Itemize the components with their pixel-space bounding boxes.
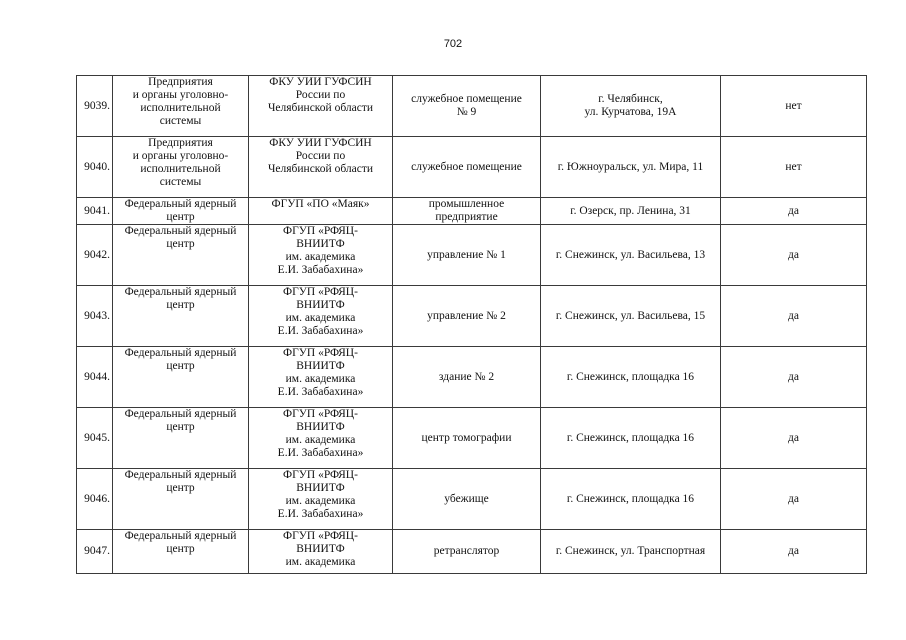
address-line: г. Снежинск, площадка 16 xyxy=(566,492,695,505)
address-cell xyxy=(541,286,721,347)
organization-cell xyxy=(249,408,393,469)
category-line: Федеральный ядерный xyxy=(124,286,237,298)
object-cell xyxy=(393,225,541,286)
row-number-cell: 9045. xyxy=(77,408,113,469)
organization-line: ФГУП «РФЯЦ- xyxy=(283,225,358,237)
category-line: и органы уголовно- xyxy=(132,89,229,101)
table-row xyxy=(77,137,867,198)
object-cell xyxy=(393,530,541,574)
address-cell xyxy=(541,469,721,530)
object-cell xyxy=(393,347,541,408)
organization-line: Е.И. Забабахина» xyxy=(277,508,364,520)
organization-line: ФГУП «РФЯЦ- xyxy=(283,347,358,359)
organization-line: им. академика xyxy=(285,373,356,385)
organization-cell xyxy=(249,137,393,198)
category-line: системы xyxy=(159,176,202,188)
address-line: г. Снежинск, площадка 16 xyxy=(566,370,695,383)
address-cell xyxy=(541,347,721,408)
address-cell xyxy=(541,408,721,469)
flag-cell: да xyxy=(721,225,867,286)
row-number-cell: 9040. xyxy=(77,137,113,198)
address-line: г. Снежинск, ул. Транспортная xyxy=(555,545,706,557)
category-cell xyxy=(113,198,249,225)
organization-line: ФГУП «ПО «Маяк» xyxy=(271,198,370,210)
organization-line: им. академика xyxy=(285,495,356,507)
organization-line: им. академика xyxy=(285,556,356,568)
category-line: центр xyxy=(166,482,195,494)
object-line: ретранслятор xyxy=(433,545,500,557)
row-number-cell: 9043. xyxy=(77,286,113,347)
object-cell xyxy=(393,137,541,198)
page-number: 702 xyxy=(443,38,463,50)
organization-cell xyxy=(249,530,393,574)
row-number-cell: 9044. xyxy=(77,347,113,408)
category-line: Федеральный ядерный xyxy=(124,408,237,420)
flag-cell: нет xyxy=(721,137,867,198)
category-line: центр xyxy=(166,299,195,311)
category-cell xyxy=(113,408,249,469)
organization-line: ВНИИТФ xyxy=(296,299,345,311)
address-cell xyxy=(541,137,721,198)
table-row xyxy=(77,286,867,347)
organization-line: ФГУП «РФЯЦ- xyxy=(283,530,358,542)
flag-cell: да xyxy=(721,469,867,530)
organization-cell xyxy=(249,225,393,286)
organization-cell xyxy=(249,286,393,347)
object-line: служебное помещение xyxy=(411,160,522,173)
category-cell xyxy=(113,76,249,137)
row-number-cell: 9046. xyxy=(77,469,113,530)
organization-line: им. академика xyxy=(285,312,356,324)
category-line: центр xyxy=(166,211,195,223)
table-row xyxy=(77,408,867,469)
organization-line: ВНИИТФ xyxy=(296,543,345,555)
organization-line: ВНИИТФ xyxy=(296,421,345,433)
category-line: Федеральный ядерный xyxy=(124,225,237,237)
table-row xyxy=(77,198,867,225)
object-line: управление № 1 xyxy=(427,248,506,261)
category-cell xyxy=(113,286,249,347)
address-line: г. Снежинск, ул. Васильева, 15 xyxy=(555,309,706,322)
object-cell xyxy=(393,408,541,469)
category-cell xyxy=(113,225,249,286)
address-cell xyxy=(541,225,721,286)
category-cell xyxy=(113,530,249,574)
category-line: Предприятия xyxy=(148,137,213,149)
table-row xyxy=(77,530,867,574)
category-line: системы xyxy=(159,115,202,127)
organization-line: ФГУП «РФЯЦ- xyxy=(283,408,358,420)
registry-table-body xyxy=(77,76,867,574)
object-line: здание № 2 xyxy=(438,370,495,383)
address-line: г. Снежинск, ул. Васильева, 13 xyxy=(555,248,706,261)
category-cell xyxy=(113,347,249,408)
organization-line: ВНИИТФ xyxy=(296,482,345,494)
organization-line: им. академика xyxy=(285,251,356,263)
organization-cell xyxy=(249,198,393,225)
organization-line: Е.И. Забабахина» xyxy=(277,386,364,398)
object-line: убежище xyxy=(444,492,489,505)
registry-table xyxy=(76,75,867,574)
table-row xyxy=(77,76,867,137)
organization-cell xyxy=(249,76,393,137)
category-line: центр xyxy=(166,543,195,555)
object-line: № 9 xyxy=(456,106,477,118)
category-line: Федеральный ядерный xyxy=(124,198,237,210)
object-line: промышленное xyxy=(428,198,505,210)
address-line: г. Южноуральск, ул. Мира, 11 xyxy=(557,160,704,173)
organization-cell xyxy=(249,469,393,530)
category-line: исполнительной xyxy=(140,102,221,114)
organization-line: России по xyxy=(295,89,346,101)
category-line: Предприятия xyxy=(148,76,213,88)
category-line: Федеральный ядерный xyxy=(124,469,237,481)
organization-line: ФГУП «РФЯЦ- xyxy=(283,286,358,298)
address-line: г. Озерск, пр. Ленина, 31 xyxy=(570,204,691,217)
object-line: управление № 2 xyxy=(427,309,506,322)
address-line: г. Челябинск, xyxy=(598,93,663,105)
category-cell xyxy=(113,469,249,530)
category-line: и органы уголовно- xyxy=(132,150,229,162)
organization-line: ФКУ УИИ ГУФСИН xyxy=(269,76,372,88)
address-line: г. Снежинск, площадка 16 xyxy=(566,431,695,444)
organization-line: Е.И. Забабахина» xyxy=(277,325,364,337)
organization-line: России по xyxy=(295,150,346,162)
address-cell xyxy=(541,76,721,137)
row-number-cell: 9042. xyxy=(77,225,113,286)
category-line: Федеральный ядерный xyxy=(124,347,237,359)
object-line: центр томографии xyxy=(421,431,512,444)
flag-cell: да xyxy=(721,198,867,225)
object-cell xyxy=(393,76,541,137)
category-line: центр xyxy=(166,360,195,372)
address-cell xyxy=(541,530,721,574)
organization-line: ВНИИТФ xyxy=(296,238,345,250)
flag-cell: нет xyxy=(721,76,867,137)
flag-cell: да xyxy=(721,347,867,408)
flag-cell: да xyxy=(721,408,867,469)
flag-cell: да xyxy=(721,530,867,574)
organization-line: Е.И. Забабахина» xyxy=(277,264,364,276)
row-number-cell: 9041. xyxy=(77,198,113,225)
table-row xyxy=(77,347,867,408)
flag-cell: да xyxy=(721,286,867,347)
row-number-cell: 9047. xyxy=(77,530,113,574)
category-line: исполнительной xyxy=(140,163,221,175)
category-line: центр xyxy=(166,421,195,433)
organization-line: им. академика xyxy=(285,434,356,446)
organization-line: ВНИИТФ xyxy=(296,360,345,372)
object-line: предприятие xyxy=(435,211,498,223)
object-cell xyxy=(393,286,541,347)
object-cell xyxy=(393,469,541,530)
row-number-cell: 9039. xyxy=(77,76,113,137)
organization-cell xyxy=(249,347,393,408)
category-line: Федеральный ядерный xyxy=(124,530,237,542)
table-row xyxy=(77,469,867,530)
object-line: служебное помещение xyxy=(411,93,522,105)
organization-line: ФКУ УИИ ГУФСИН xyxy=(269,137,372,149)
category-cell xyxy=(113,137,249,198)
address-line: ул. Курчатова, 19А xyxy=(584,106,677,118)
category-line: центр xyxy=(166,238,195,250)
organization-line: Челябинской области xyxy=(267,163,374,175)
address-cell xyxy=(541,198,721,225)
table-row xyxy=(77,225,867,286)
organization-line: Челябинской области xyxy=(267,102,374,114)
organization-line: ФГУП «РФЯЦ- xyxy=(283,469,358,481)
object-cell xyxy=(393,198,541,225)
organization-line: Е.И. Забабахина» xyxy=(277,447,364,459)
